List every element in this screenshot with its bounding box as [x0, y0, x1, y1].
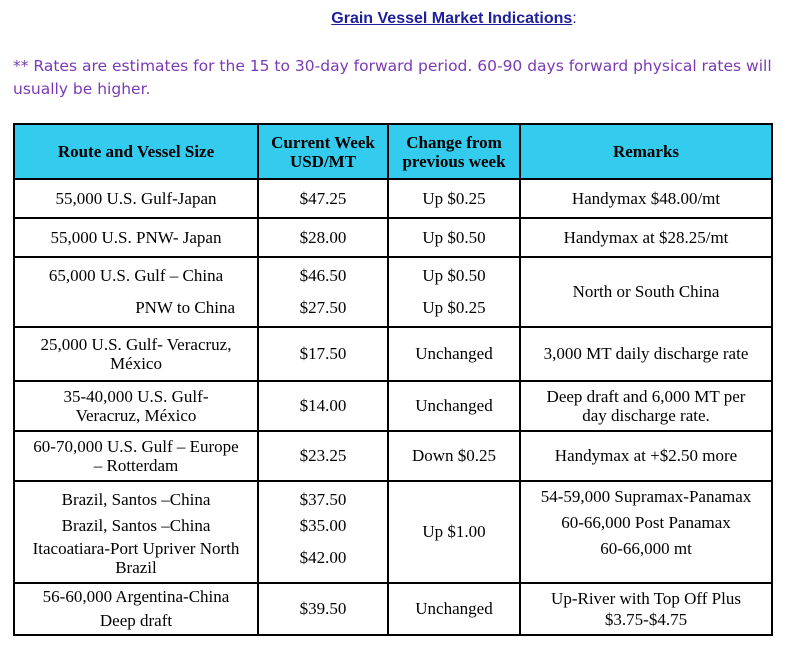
- rates-note: ** Rates are estimates for the 15 to 30-day forward period. 60-90 days forward physical rates will usually be higher.: [13, 57, 772, 98]
- route-cell: [14, 381, 258, 431]
- table-row: [14, 381, 772, 431]
- change-cell: Up $1.00: [388, 481, 520, 583]
- table-row: [14, 179, 772, 218]
- table-row: [14, 257, 772, 327]
- header-change: [388, 124, 520, 179]
- route-line: 25,000 U.S. Gulf- Veracruz,: [40, 335, 232, 354]
- route-line: Itacoatiara-Port Upriver North: [32, 539, 240, 558]
- header-current-line2: USD/MT: [289, 151, 357, 171]
- remarks-line: 54-59,000 Supramax-Panamax: [540, 487, 752, 506]
- table-row: [14, 218, 772, 257]
- route-line: Brazil: [115, 558, 157, 577]
- header-current-week: [258, 124, 388, 179]
- route-cell: [14, 481, 258, 583]
- current-line: $35.00: [299, 516, 347, 535]
- header-change-line2: previous week: [402, 151, 506, 171]
- remarks-line: 60-66,000 Post Panamax: [561, 513, 731, 532]
- remarks-line: 60-66,000 mt: [600, 539, 692, 558]
- current-cell: $47.25: [258, 179, 388, 218]
- table-row: [14, 481, 772, 583]
- route-cell: [14, 327, 258, 381]
- remarks-line: $3.75-$4.75: [604, 610, 688, 629]
- route-line: – Rotterdam: [93, 456, 179, 475]
- route-line: PNW to China: [135, 298, 235, 317]
- change-cell: Up $0.50: [388, 218, 520, 257]
- route-line: 60-70,000 U.S. Gulf – Europe: [33, 437, 239, 456]
- route-line: 35-40,000 U.S. Gulf-: [63, 387, 209, 406]
- remarks-cell: North or South China: [520, 257, 772, 327]
- route-line: Brazil, Santos –China: [61, 490, 211, 509]
- remarks-cell: Handymax at +$2.50 more: [520, 431, 772, 481]
- remarks-cell: [520, 583, 772, 635]
- vessel-rates-table: [13, 123, 773, 636]
- remarks-line: Deep draft and 6,000 MT per: [546, 387, 746, 406]
- current-line: $27.50: [299, 298, 347, 317]
- current-line: $46.50: [299, 266, 347, 285]
- remarks-cell: 3,000 MT daily discharge rate: [520, 327, 772, 381]
- change-cell: Unchanged: [388, 327, 520, 381]
- header-remarks: Remarks: [520, 124, 772, 179]
- remarks-cell: [520, 381, 772, 431]
- remarks-cell: Handymax $48.00/mt: [520, 179, 772, 218]
- route-line: 65,000 U.S. Gulf – China: [48, 266, 224, 285]
- route-line: 56-60,000 Argentina-China: [42, 587, 230, 606]
- route-line: Deep draft: [99, 611, 173, 630]
- remarks-line: day discharge rate.: [582, 406, 710, 425]
- current-cell: [258, 481, 388, 583]
- remarks-cell: Handymax at $28.25/mt: [520, 218, 772, 257]
- change-cell: Unchanged: [388, 381, 520, 431]
- change-cell: Down $0.25: [388, 431, 520, 481]
- current-line: $42.00: [299, 548, 347, 567]
- table-row: [14, 583, 772, 635]
- table-row: [14, 327, 772, 381]
- page-title: [0, 10, 810, 28]
- title-colon: :: [572, 10, 577, 27]
- header-row: [14, 124, 772, 179]
- current-line: $37.50: [299, 490, 347, 509]
- current-cell: $14.00: [258, 381, 388, 431]
- route-cell: 55,000 U.S. Gulf-Japan: [14, 179, 258, 218]
- current-cell: $28.00: [258, 218, 388, 257]
- change-line: Up $0.50: [422, 266, 486, 285]
- change-cell: Unchanged: [388, 583, 520, 635]
- remarks-line: Up-River with Top Off Plus: [551, 589, 741, 608]
- title-text: Grain Vessel Market Indications: [331, 10, 573, 27]
- header-change-line1: Change from: [406, 132, 502, 152]
- current-cell: $17.50: [258, 327, 388, 381]
- route-line: Brazil, Santos –China: [61, 516, 211, 535]
- change-cell: [388, 257, 520, 327]
- route-line: Veracruz, México: [75, 406, 197, 425]
- current-cell: $39.50: [258, 583, 388, 635]
- remarks-cell: [520, 481, 772, 583]
- route-cell: [14, 583, 258, 635]
- route-cell: [14, 431, 258, 481]
- change-line: Up $0.25: [422, 298, 486, 317]
- current-cell: [258, 257, 388, 327]
- header-route: Route and Vessel Size: [14, 124, 258, 179]
- current-cell: $23.25: [258, 431, 388, 481]
- route-line: México: [110, 354, 162, 373]
- table-row: [14, 431, 772, 481]
- change-cell: Up $0.25: [388, 179, 520, 218]
- route-cell: [14, 257, 258, 327]
- route-cell: 55,000 U.S. PNW- Japan: [14, 218, 258, 257]
- header-current-line1: Current Week: [271, 132, 375, 152]
